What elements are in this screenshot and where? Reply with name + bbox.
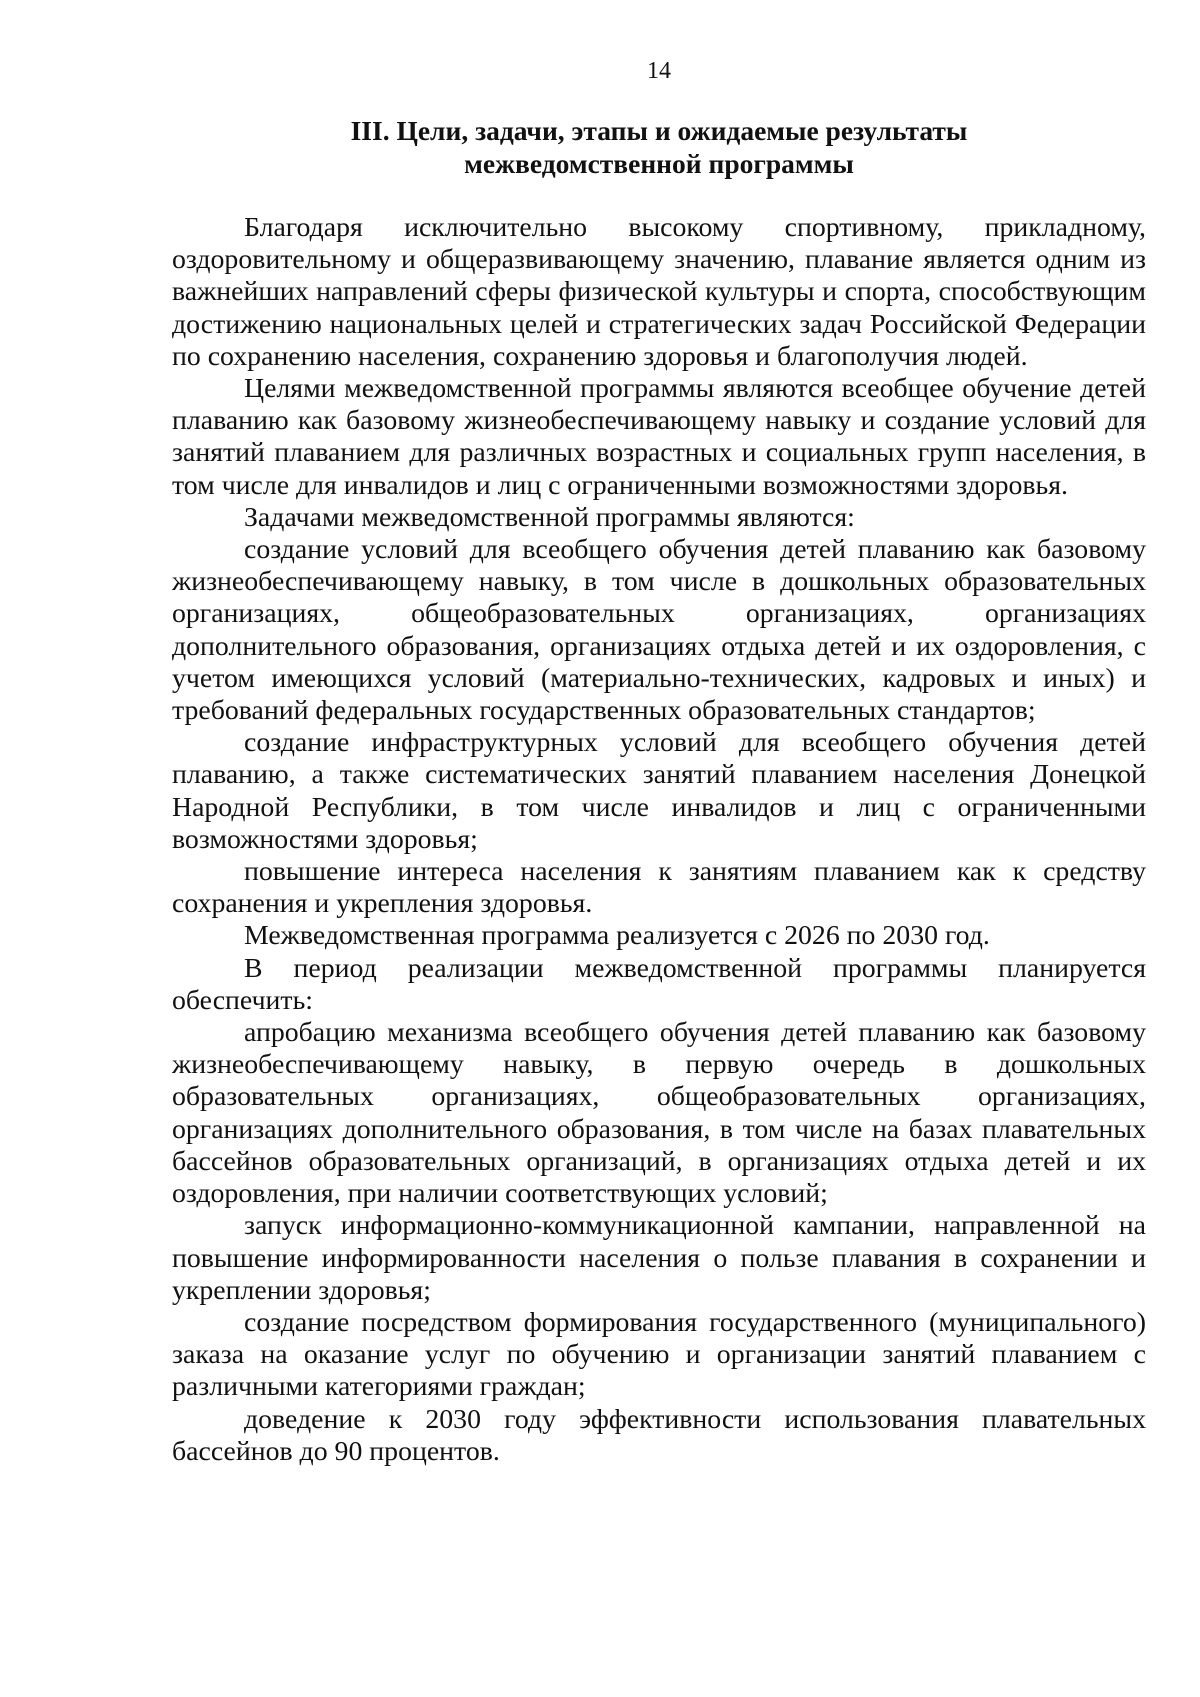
paragraph-results-intro: В период реализации межведомственной программы планируется обеспечить: xyxy=(172,952,1146,1016)
section-heading xyxy=(172,114,1146,180)
result-item-1: апробацию механизма всеобщего обучения детей плаванию как базовому жизнеобеспечивающему навыку, в первую очередь в дошкольных образовательных организациях, общеобразовательных организациях, организациях дополнительного образования, в том числе на базах плавательных бассейнов образовательных организаций, в организациях отдыха детей и их оздоровления, при наличии соответствующих условий; xyxy=(172,1017,1146,1210)
task-item-3: повышение интереса населения к занятиям плаванием как к средству сохранения и укрепления здоровья. xyxy=(172,856,1146,920)
paragraph-tasks-intro: Задачами межведомственной программы являются: xyxy=(244,501,855,533)
paragraph-timeline: Межведомственная программа реализуется с 2026 по 2030 год. xyxy=(244,920,990,952)
section-heading-line-2: межведомственной программы xyxy=(464,148,854,179)
result-item-2: запуск информационно-коммуникационной кампании, направленной на повышение информированности населения о пользе плавания в сохранении и укреплении здоровья; xyxy=(172,1210,1146,1306)
result-item-3: создание посредством формирования государственного (муниципального) заказа на оказание услуг по обучению и организации занятий плаванием с различными категориями граждан; xyxy=(172,1306,1146,1403)
task-item-2: создание инфраструктурных условий для всеобщего обучения детей плаванию, а также систематических занятий плаванием населения Донецкой Народной Республики, в том числе инвалидов и лиц с ограниченными возможностями здоровья; xyxy=(172,727,1146,855)
result-item-4: доведение к 2030 году эффективности использования плавательных бассейнов до 90 процентов. xyxy=(172,1403,1146,1467)
body-text xyxy=(172,212,1146,1468)
paragraph-goals: Целями межведомственной программы являются всеобщее обучение детей плаванию как базовому жизнеобеспечивающему навыку и создание условий для занятий плаванием для различных возрастных и социальных групп населения, в том числе для инвалидов и лиц с ограниченными возможностями здоровья. xyxy=(172,373,1146,501)
page-number: 14 xyxy=(647,58,671,84)
section-heading-line-1: III. Цели, задачи, этапы и ожидаемые результаты xyxy=(350,115,968,146)
paragraph-intro: Благодаря исключительно высокому спортивному, прикладному, оздоровительному и общеразвивающему значению, плавание является одним из важнейших направлений сферы физической культуры и спорта, способствующим достижению национальных целей и стратегических задач Российской Федерации по сохранению населения, сохранению здоровья и благополучия людей. xyxy=(172,212,1146,372)
task-item-1: создание условий для всеобщего обучения детей плаванию как базовому жизнеобеспечивающему навыку, в том числе в дошкольных образовательных организациях, общеобразовательных организациях, организациях дополнительного образования, организациях отдыха детей и их оздоровления, с учетом имеющихся условий (материально-технических, кадровых и иных) и требований федеральных государственных образовательных стандартов; xyxy=(172,534,1146,727)
